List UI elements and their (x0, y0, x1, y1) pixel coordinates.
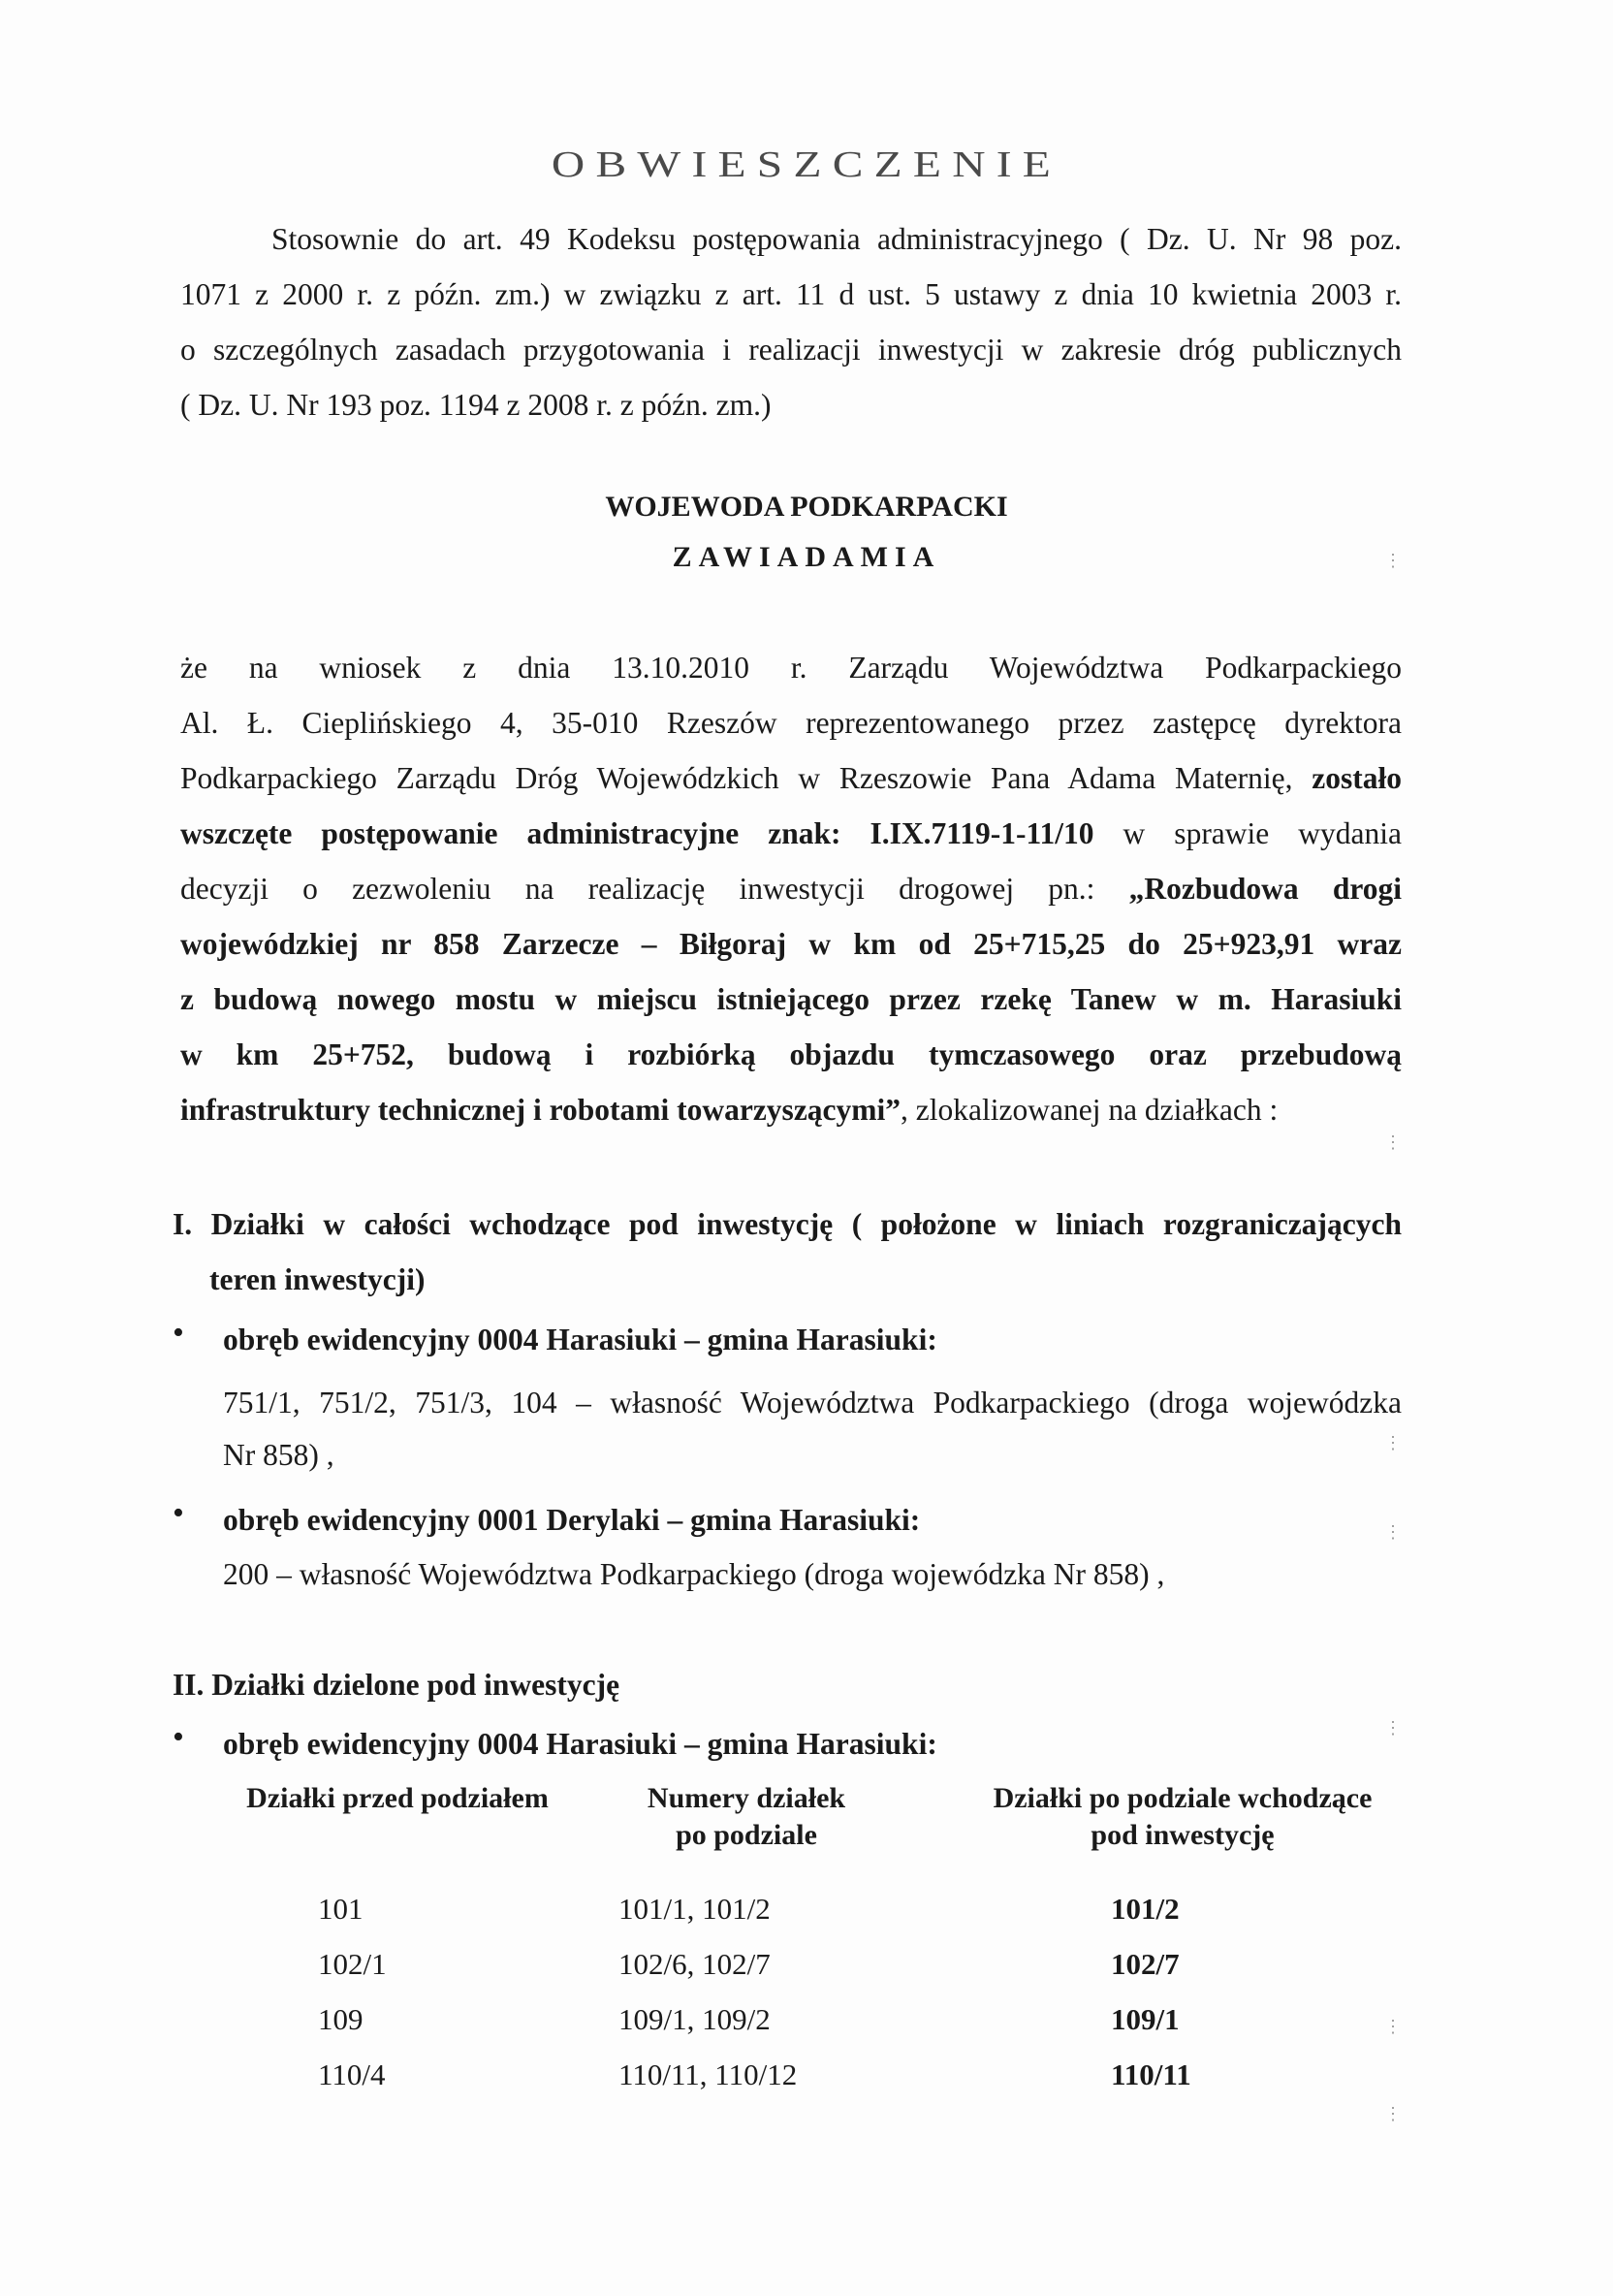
table-header-after-line-1: Działki po podziale wchodzące (993, 1782, 1373, 1814)
scan-speck: ⋮ (1384, 551, 1402, 570)
scan-speck: ⋮ (1384, 1718, 1402, 1738)
table-header-after-line-2: pod inwestycję (1091, 1819, 1275, 1851)
scan-speck: ⋮ (1384, 2017, 1402, 2036)
bullet-icon: • (173, 1495, 184, 1531)
section-2-heading: II. Działki dzielone pod inwestycję (173, 1668, 620, 1702)
cell-numbers: 102/6, 102/7 (618, 1947, 771, 1981)
section-1-bullet-1-text-line-2: Nr 858) , (223, 1438, 334, 1472)
table-header-numbers-line-2: po podziale (676, 1819, 817, 1851)
intro-line-4: ( Dz. U. Nr 193 poz. 1194 z 2008 r. z późn. zm.) (180, 388, 772, 422)
body-line-3 (180, 750, 1402, 806)
section-1-heading-line-2: teren inwestycji) (209, 1262, 426, 1296)
document-title: OBWIESZCZENIE (551, 144, 1062, 185)
cell-after: 109/1 (1111, 2002, 1180, 2036)
cell-after: 110/11 (1111, 2057, 1191, 2091)
table-header-after (960, 1780, 1406, 1854)
section-1-heading-line-1: I. Działki w całości wchodzące pod inwestycję ( położone w liniach rozgraniczających (173, 1207, 1402, 1241)
body-line-6: wojewódzkiej nr 858 Zarzecze – Biłgoraj w km od 25+715,25 do 25+923,91 wraz (180, 927, 1402, 961)
table-header-numbers (601, 1780, 892, 1854)
bullet-icon: • (173, 1719, 184, 1755)
body-line-3-text: Podkarpackiego Zarządu Dróg Wojewódzkich w Rzeszowie Pana Adama Maternię, (180, 761, 1313, 795)
body-line-8: w km 25+752, budową i rozbiórką objazdu tymczasowego oraz przebudową (180, 1037, 1402, 1071)
scan-speck: ⋮ (1384, 1132, 1402, 1152)
authority-heading: WOJEWODA PODKARPACKI (605, 491, 1008, 523)
body-line-9 (180, 1082, 1402, 1137)
intro-line-3: o szczególnych zasadach przygotowania i realizacji inwestycji w zakresie dróg publicznych (180, 333, 1402, 367)
cell-before: 101 (318, 1892, 364, 1926)
body-line-1: że na wniosek z dnia 13.10.2010 r. Zarządu Województwa Podkarpackiego (180, 651, 1402, 685)
section-1-bullet-1-text-line-1: 751/1, 751/2, 751/3, 104 – własność Województwa Podkarpackiego (droga wojewódzka (223, 1386, 1402, 1419)
intro-line-2: 1071 z 2000 r. z późn. zm.) w związku z art. 11 d ust. 5 ustawy z dnia 10 kwietnia 2003 r. (180, 277, 1402, 311)
investment-name-end: infrastruktury technicznej i robotami towarzyszącymi” (180, 1093, 901, 1127)
cell-before: 109 (318, 2002, 364, 2036)
investment-name-start: „Rozbudowa drogi (1128, 872, 1403, 906)
section-1-bullet-1-title: obręb ewidencyjny 0004 Harasiuki – gmina Harasiuki: (223, 1323, 937, 1356)
section-2-bullet-title: obręb ewidencyjny 0004 Harasiuki – gmina Harasiuki: (223, 1727, 937, 1761)
cell-numbers: 110/11, 110/12 (618, 2057, 798, 2091)
cell-after: 102/7 (1111, 1947, 1180, 1981)
cell-after: 101/2 (1111, 1892, 1180, 1926)
cell-numbers: 101/1, 101/2 (618, 1892, 771, 1926)
body-line-3-bold: zostało (1312, 761, 1402, 795)
scan-speck: ⋮ (1384, 2104, 1402, 2123)
cell-numbers: 109/1, 109/2 (618, 2002, 771, 2036)
section-1-bullet-2-title: obręb ewidencyjny 0001 Derylaki – gmina Harasiuki: (223, 1503, 921, 1537)
body-line-5-text: decyzji o zezwoleniu na realizację inwestycji drogowej pn.: (180, 872, 1129, 906)
body-line-2: Al. Ł. Cieplińskiego 4, 35-010 Rzeszów reprezentowanego przez zastępcę dyrektora (180, 706, 1402, 740)
intro-line-1: Stosownie do art. 49 Kodeksu postępowania administracyjnego ( Dz. U. Nr 98 poz. (271, 222, 1402, 256)
body-line-7: z budową nowego mostu w miejscu istniejącego przez rzekę Tanew w m. Harasiuki (180, 982, 1402, 1016)
table-header-before: Działki przed podziałem (246, 1782, 549, 1814)
body-line-9-text: , zlokalizowanej na działkach : (901, 1093, 1279, 1127)
body-line-4-text: w sprawie wydania (1093, 816, 1402, 850)
section-1-bullet-2-text: 200 – własność Województwa Podkarpackiego (droga wojewódzka Nr 858) , (223, 1557, 1165, 1591)
scan-speck: ⋮ (1384, 1433, 1402, 1452)
body-line-5 (180, 861, 1402, 916)
scan-speck: ⋮ (1384, 1522, 1402, 1542)
cell-before: 110/4 (318, 2057, 386, 2091)
cell-before: 102/1 (318, 1947, 387, 1981)
body-line-4 (180, 806, 1402, 861)
bullet-icon: • (173, 1315, 184, 1351)
case-reference: wszczęte postępowanie administracyjne znak: I.IX.7119-1-11/10 (180, 816, 1094, 850)
announces-heading: ZAWIADAMIA (672, 541, 941, 573)
table-header-numbers-line-1: Numery działek (647, 1782, 846, 1814)
